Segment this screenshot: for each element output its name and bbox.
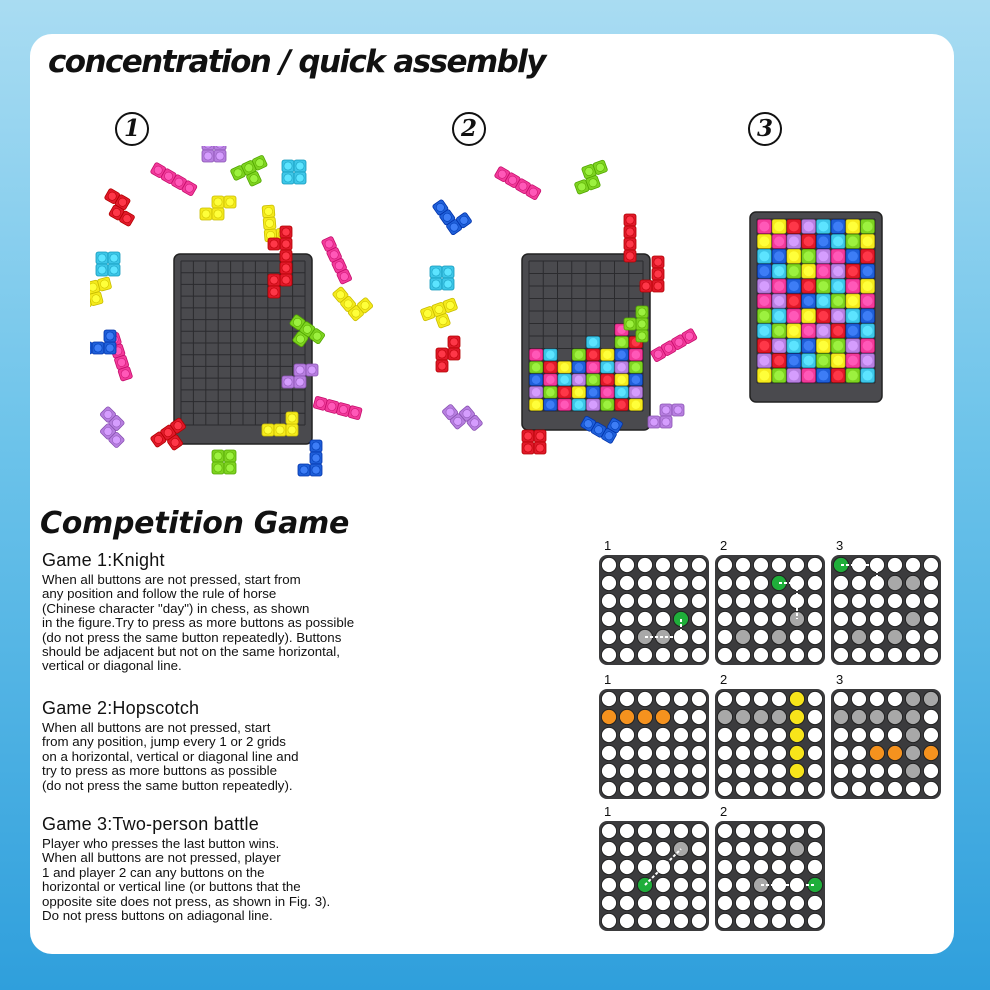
game-2-description: When all buttons are not pressed, start from any position, jump every 1 or 2 grids on a horizontal, vertical or diagonal line and try to press as more buttons as possible (do not press the same button repeatedly). (42, 720, 299, 793)
battle-diagram-1 (598, 820, 710, 932)
tetromino-piece (430, 266, 454, 290)
hopscotch-diagram-2 (714, 688, 826, 800)
tetromino-piece (90, 277, 115, 309)
game-3-description: Player who presses the last button wins. When all buttons are not pressed, player 1 and player 2 can any buttons on the horizontal or vertical line (or buttons that the opposite site does not press, as shown in Fig. 3). Do not press buttons on adiagonal line. (42, 836, 331, 924)
diagram-label-knight-2: 2 (720, 538, 728, 553)
tetromino-piece (436, 336, 460, 372)
tetromino-piece (230, 155, 273, 192)
tetromino-piece (212, 450, 236, 474)
headline: concentration / quick assembly (48, 44, 545, 80)
diagram-label-knight-3: 3 (836, 538, 844, 553)
step-number-2: 2 (452, 112, 486, 146)
tetromino-piece (282, 160, 306, 184)
battle-diagram-2 (714, 820, 826, 932)
tetromino-piece (98, 188, 141, 227)
game-1-title: Game 1:Knight (42, 550, 165, 570)
hopscotch-diagram-3 (830, 688, 942, 800)
tetromino-piece (91, 406, 133, 448)
tetromino-piece (494, 166, 542, 200)
product-card (30, 34, 954, 954)
hopscotch-diagram-1 (598, 688, 710, 800)
game-2-hopscotch (42, 698, 462, 793)
game-3-two-person-battle (42, 814, 462, 923)
tetromino-piece (442, 396, 484, 439)
tetromino-piece (420, 298, 462, 333)
tetromino-piece (298, 440, 322, 476)
rule-diagrams (596, 534, 946, 934)
knight-diagram-3 (830, 554, 942, 666)
tetromino-piece (522, 430, 546, 454)
stage-3-completed-board (746, 210, 886, 406)
tetromino-piece (96, 252, 120, 276)
diagram-label-battle-1: 1 (604, 804, 612, 819)
tetromino-piece (624, 214, 636, 262)
tetromino-piece (200, 196, 236, 220)
tetromino-piece (90, 330, 116, 354)
stage-1-scattered-pieces (90, 146, 390, 486)
game-1-knight (42, 550, 462, 674)
competition-title: Competition Game (40, 506, 350, 541)
diagram-label-battle-2: 2 (720, 804, 728, 819)
stage-2-partial-assembly (420, 146, 700, 476)
game-2-title: Game 2:Hopscotch (42, 698, 200, 718)
diagram-label-hopscotch-1: 1 (604, 672, 612, 687)
tetromino-piece (432, 192, 472, 235)
game-3-title: Game 3:Two-person battle (42, 814, 259, 834)
stage-3-illustration (746, 210, 886, 406)
step-number-1: 1 (115, 112, 149, 146)
tetromino-piece (313, 396, 362, 420)
stage-1-illustration (90, 146, 390, 486)
stage-2-illustration (420, 146, 700, 476)
tetromino-piece (202, 146, 226, 162)
knight-diagram-1 (598, 554, 710, 666)
tetromino-piece (150, 162, 198, 196)
tetromino-piece (648, 404, 684, 428)
tetromino-piece (570, 160, 612, 195)
game-1-description: When all buttons are not pressed, start from any position and follow the rule of horse (Chinese character "day") in chess, as shown in the figure.Try to press as more buttons as possible (do not press the same button repeatedly). Buttons should be adjacent but not on the same horizontal, vertical or diagonal line. (42, 572, 355, 674)
tetromino-piece (332, 279, 374, 322)
diagram-label-hopscotch-2: 2 (720, 672, 728, 687)
knight-diagram-2 (714, 554, 826, 666)
step-number-3: 3 (748, 112, 782, 146)
tetromino-piece (650, 328, 698, 362)
tetromino-piece (321, 236, 352, 285)
diagram-label-hopscotch-3: 3 (836, 672, 844, 687)
diagram-label-knight-1: 1 (604, 538, 612, 553)
